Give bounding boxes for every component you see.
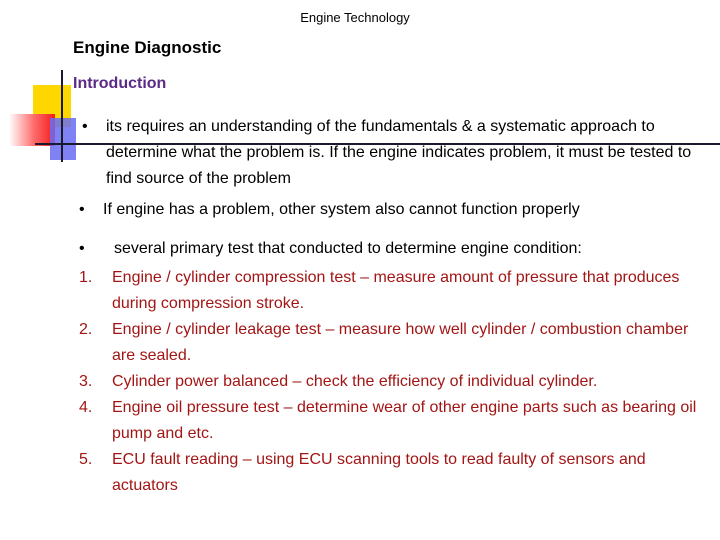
bullet-text: If engine has a problem, other system also cannot function properly bbox=[103, 201, 580, 218]
test-number: 3. bbox=[79, 373, 93, 390]
test-text: Cylinder power balanced – check the efficiency of individual cylinder. bbox=[112, 373, 598, 390]
test-number: 5. bbox=[79, 451, 93, 468]
slide-header: Engine Technology bbox=[300, 10, 410, 25]
bullet-marker: • bbox=[82, 118, 88, 135]
test-text: ECU fault reading – using ECU scanning tools to read faulty of sensors and actuators bbox=[112, 451, 646, 494]
bullet-item bbox=[79, 197, 709, 223]
test-text: Engine / cylinder compression test – measure amount of pressure that produces during compression stroke. bbox=[112, 269, 680, 312]
test-text: Engine / cylinder leakage test – measure how well cylinder / combustion chamber are sealed. bbox=[112, 321, 689, 364]
test-number: 4. bbox=[79, 399, 93, 416]
slide-title: Engine Diagnostic bbox=[73, 38, 222, 57]
test-list bbox=[79, 265, 709, 499]
bullet-item bbox=[82, 114, 712, 192]
bullet-marker: • bbox=[79, 240, 85, 257]
decorative-blue-square bbox=[50, 118, 76, 160]
bullet-text: several primary test that conducted to determine engine condition: bbox=[114, 240, 582, 257]
decorative-vertical-line bbox=[61, 70, 63, 162]
bullet-item bbox=[79, 236, 709, 262]
bullet-marker: • bbox=[79, 201, 85, 218]
test-list-item bbox=[79, 265, 709, 317]
test-list-item bbox=[79, 395, 709, 447]
decorative-red-gradient bbox=[9, 114, 55, 146]
test-number: 1. bbox=[79, 269, 93, 286]
bullet-text: its requires an understanding of the fundamentals & a systematic approach to determine what the problem is. If the engine indicates problem, it must be tested to find source of the problem bbox=[106, 118, 692, 187]
test-number: 2. bbox=[79, 321, 93, 338]
test-list-item bbox=[79, 447, 709, 499]
test-list-item bbox=[79, 369, 709, 395]
slide-subtitle: Introduction bbox=[73, 75, 167, 92]
test-list-item bbox=[79, 317, 709, 369]
test-text: Engine oil pressure test – determine wear of other engine parts such as bearing oil pump and etc. bbox=[112, 399, 697, 442]
